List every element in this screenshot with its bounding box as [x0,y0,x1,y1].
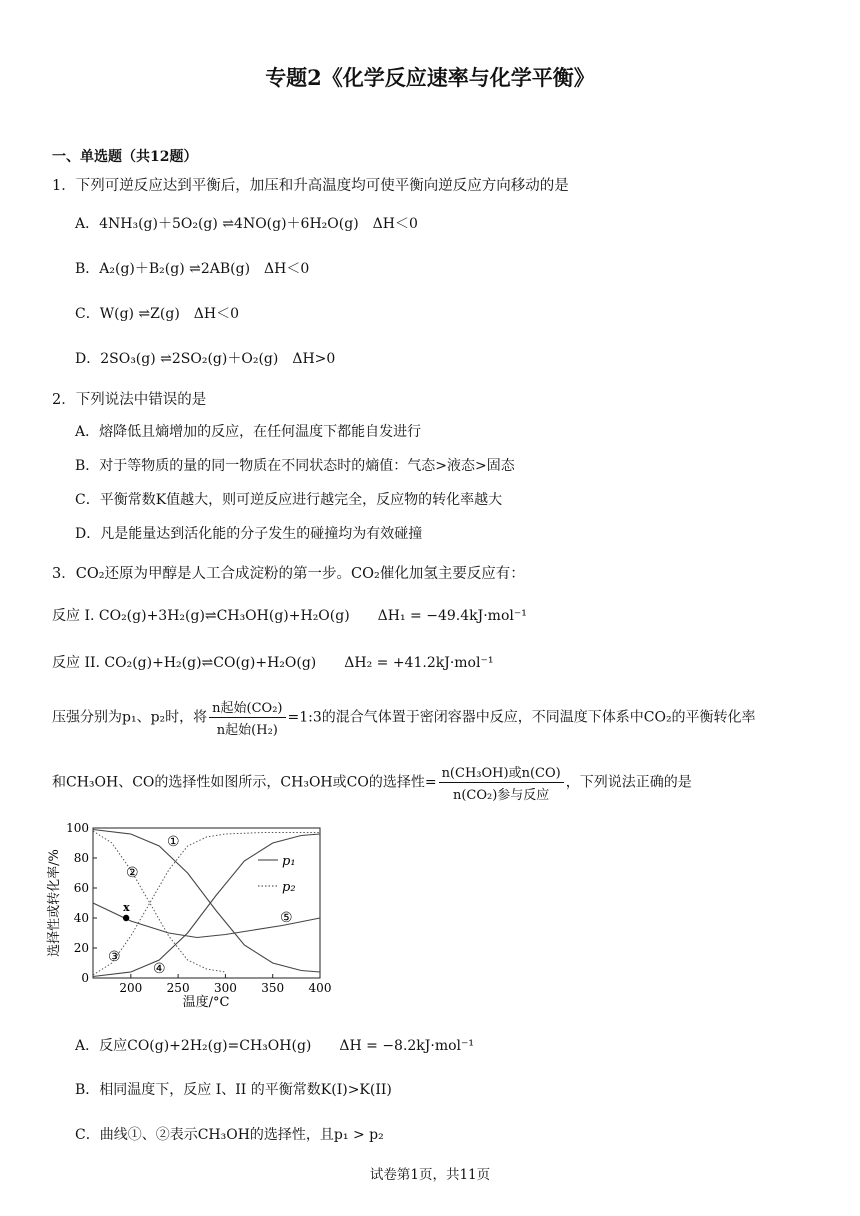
y-tick-label-0: 0 [81,971,89,985]
q1-stem: 1．下列可逆反应达到平衡后，加压和升高温度均可使平衡向逆反应方向移动的是 [52,178,569,194]
y-tick-label-5: 100 [66,821,89,835]
y-tick-label-4: 80 [73,851,89,865]
selectivity-fraction [439,762,564,803]
q3-reaction-2: 反应 II. CO₂(g)+H₂(g)⇌CO(g)+H₂O(g) ΔH₂ = +41.2kJ·mol⁻¹ [52,655,494,671]
q3-option-c: C．曲线①、②表示CH₃OH的选择性，且p₁ > p₂ [75,1127,384,1143]
y-tick-label-1: 20 [73,941,89,955]
curve-label-1: ① [167,834,180,850]
q3-option-a: A．反应CO(g)+2H₂(g)=CH₃OH(g) ΔH = −8.2kJ·mol⁻¹ [75,1038,475,1054]
q3-line-4-post: ，下列说法正确的是 [565,774,692,791]
page-footer: 试卷第1页，共11页 [369,1167,491,1183]
ratio-fraction [209,697,285,738]
q1-option-d: D．2SO₃(g) ⇌2SO₂(g)＋O₂(g) ΔH>0 [75,351,336,367]
curve-label-2: ② [126,865,139,881]
y-tick-label-2: 40 [73,911,89,925]
x-tick-label-1: 250 [166,981,190,995]
section-heading: 一、单选题（共12题） [52,149,198,165]
q2-stem: 2．下列说法中错误的是 [52,392,207,408]
curve-label-5: ⑤ [280,910,293,926]
page-title: 专题2《化学反应速率与化学平衡》 [265,65,595,90]
q1-option-b: B．A₂(g)＋B₂(g) ⇌2AB(g) ΔH＜0 [75,261,310,277]
q3-reaction-1: 反应 I. CO₂(g)+3H₂(g)⇌CH₃OH(g)+H₂O(g) ΔH₁ = −49.4kJ·mol⁻¹ [52,608,527,624]
q3-line-4 [52,762,692,803]
point-x-label: x [123,901,130,914]
y-axis-label: 选择性或转化率/% [47,849,62,957]
q1-option-a: A．4NH₃(g)＋5O₂(g) ⇌4NO(g)＋6H₂O(g) ΔH＜0 [75,216,418,232]
equilibrium-chart [40,818,350,1018]
x-axis-label: 温度/°C [182,995,230,1010]
q3-stem: 3．CO₂还原为甲醇是人工合成淀粉的第一步。CO₂催化加氢主要反应有： [52,566,525,582]
q2-option-a: A．熔降低且熵增加的反应，在任何温度下都能自发进行 [75,424,422,440]
y-tick-label-3: 60 [73,881,89,895]
x-tick-label-2: 300 [213,981,237,995]
ratio-denominator: n起始(H₂) [216,723,278,738]
q3-line-3-pre: 压强分别为p₁、p₂时，将 [52,709,208,726]
q3-line-3-post: =1:3的混合气体置于密闭容器中反应，不同温度下体系中CO₂的平衡转化率 [287,709,756,726]
q2-option-d: D．凡是能量达到活化能的分子发生的碰撞均为有效碰撞 [75,526,423,542]
point-x [123,915,129,921]
q3-option-b: B．相同温度下，反应 I、II 的平衡常数K(I)>K(II) [75,1082,392,1098]
q2-option-b: B．对于等物质的量的同一物质在不同状态时的熵值：气态>液态>固态 [75,458,515,474]
x-tick-label-0: 200 [119,981,143,995]
legend-p1-label: p₁ [282,854,296,869]
curve-label-3: ③ [108,949,121,965]
q1-option-c: C．W(g) ⇌Z(g) ΔH＜0 [75,306,240,322]
q3-line-4-pre: 和CH₃OH、CO的选择性如图所示，CH₃OH或CO的选择性= [52,774,437,791]
x-tick-label-3: 350 [261,981,285,995]
legend-p2-label: p₂ [282,880,296,895]
ratio-numerator: n起始(CO₂) [209,697,285,718]
q2-option-c: C．平衡常数K值越大，则可逆反应进行越完全，反应物的转化率越大 [75,492,503,508]
x-tick-label-4: 400 [308,981,332,995]
curve-label-4: ④ [153,961,166,977]
selectivity-numerator: n(CH₃OH)或n(CO) [439,762,564,783]
selectivity-denominator: n(CO₂)参与反应 [452,788,550,803]
q3-line-3 [52,697,756,738]
